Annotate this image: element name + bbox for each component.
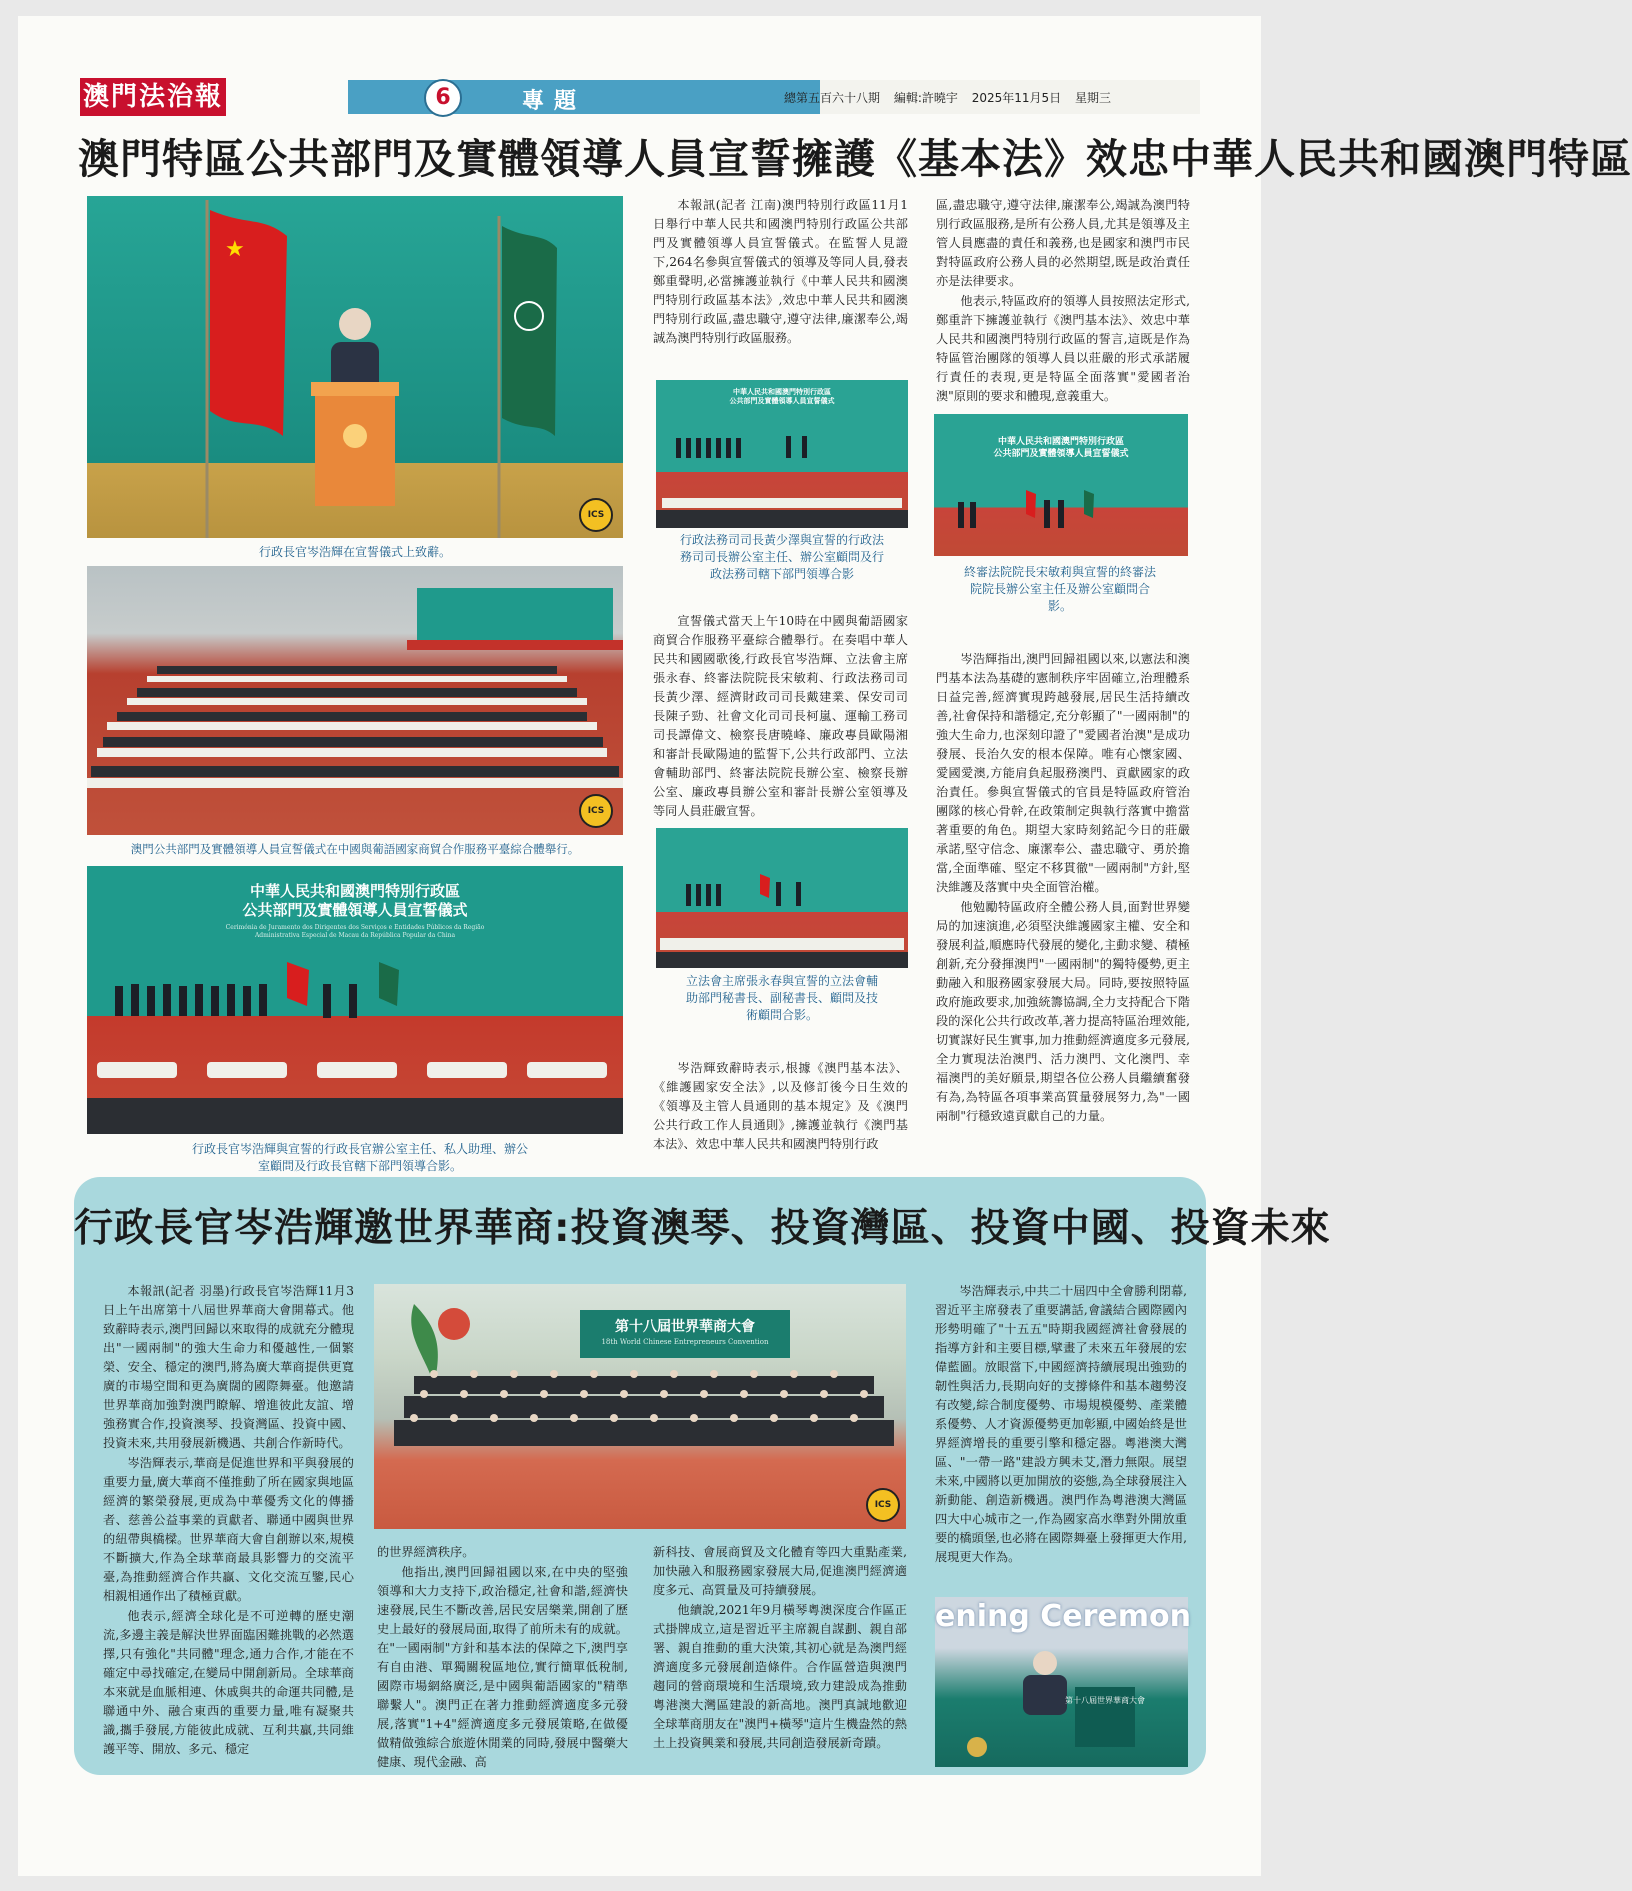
article1-paragraph: 他勉勵特區政府全體公務人員,面對世界變局的加速演進,必須堅決維護國家主權、安全和發展利益,順應時代發展的變化,主動求變、積極創新,充分發揮澳門"一國兩制"的獨特優勢,更主動融入和服務國家發展大局。同時,要按照特區政府施政要求,加強統籌協調,全力支持配合下階段的深化公共行政改革,著力提高特區治理效能,切實謀好民生實事,加力推動經濟適度多元發展,全力實現法治澳門、活力澳門、文化澳門、幸福澳門的美好願景,期望各位公務人員繼續奮發有為,為特區各項事業高質量發展努力,為"一國兩制"行穩致遠貢獻自己的力量。: [936, 900, 1190, 1123]
article2-paragraph: 岑浩輝表示,華商是促進世界和平與發展的重要力量,廣大華商不僅推動了所在國家與地區經濟的繁榮發展,更成為中華優秀文化的傳播者、慈善公益事業的貢獻者、聯通中國與世界的紐帶與橋樑。世界華商大會自創辦以來,規模不斷擴大,作為全球華商最具影響力的交流平臺,為推動經濟合作共贏、文化交流互鑒,民心相親相通作出了積極貢獻。: [103, 1456, 354, 1603]
photo-opening-ceremony: [935, 1597, 1191, 1767]
article1-column-right: [936, 196, 1190, 407]
caption-hall-wide: 澳門公共部門及實體領導人員宣誓儀式在中國與葡語國家商貿合作服務平臺綜合體舉行。: [130, 842, 580, 856]
issue-weekday: 星期三: [1075, 91, 1112, 105]
photo-secretary-justice-group: [656, 380, 908, 528]
issue-number: 總第五百六十八期: [784, 91, 881, 105]
caption-legislative-president: 立法會主席張永春與宣誓的立法會輔助部門秘書長、副秘書長、顧問及技術顧問合影。: [686, 974, 879, 1022]
article2-paragraph: 本報訊(記者 羽墨)行政長官岑浩輝11月3日上午出席第十八屆世界華商大會開幕式。他致辭時表示,澳門回歸以來取得的成就充分體現出"一國兩制"的強大生命力和優越性,一個繁榮、安全、穩定的澳門,將為廣大華商提供更寬廣的市場空間和更為廣闊的國際舞臺。他邀請世界華商加強對澳門瞭解、增進彼此友誼、增強務實合作,投資澳琴、投資灣區、投資中國、投資未來,共用發展新機遇、共創合作新時代。: [103, 1284, 354, 1450]
article2-paragraph: 岑浩輝表示,中共二十屆四中全會勝利閉幕,習近平主席發表了重要講話,會議結合國際國內形勢明確了"十五五"時期我國經濟社會發展的指導方針和主要目標,擘畫了未來五年發展的宏偉藍圖。放眼當下,中國經濟持續展現出強勁的韌性與活力,長期向好的支撐條件和基本趨勢沒有改變,綜合制度優勢、市場規模優勢、產業體系優勢、人才資源優勢更加彰顯,中國始終是世界經濟增長的重要引擎和穩定器。粵港澳大灣區、"一帶一路"建設方興未艾,潛力無限。展望未來,中國將以更加開放的姿態,為全球發展注入新動能、創造新機遇。澳門作為粵港澳大灣區四大中心城市之一,作為國家高水準對外開放重要的橋頭堡,也必將在國際舞臺上發揮更大作用,展現更大作為。: [935, 1284, 1187, 1564]
editor-name: 編輯:許曉宇: [893, 91, 958, 105]
section-title: 專題: [522, 89, 587, 114]
article2-column-left: [103, 1282, 354, 1760]
caption-ce-office-group: 行政長官岑浩輝與宣誓的行政長官辦公室主任、私人助理、辦公室顧問及行政長官轄下部門領導合影。: [191, 1142, 528, 1173]
article2-paragraph: 他指出,澳門回歸祖國以來,在中央的堅強領導和大力支持下,政治穩定,社會和諧,經濟快速發展,民生不斷改善,居民安居樂業,開創了歷史上最好的發展局面,取得了前所未有的成就。在"一國兩制"方針和基本法的保障之下,澳門享有自由港、單獨關稅區地位,實行簡單低稅制,國際市場網絡廣泛,是中國與葡語國家的"精準聯繫人"。澳門正在著力推動經濟適度多元發展,落實"1+4"經濟適度多元發展策略,在做優做精做強綜合旅遊休閒業的同時,發展中醫藥大健康、現代金融、高: [377, 1565, 628, 1769]
article2-column-right: [935, 1282, 1187, 1568]
stage-banner-subtitle: Cerimónia de Juramento dos Dirigentes dos Serviços e Entidades Públicos da Região Administrativa Especial de Macau da República Popular da China: [225, 924, 485, 939]
caption-ce-speech: 行政長官岑浩輝在宣誓儀式上致辭。: [258, 545, 451, 559]
backdrop-text: ening Ceremon: [935, 1599, 1191, 1634]
article2-paragraph: 新科技、會展商貿及文化體育等四大重點產業,加快融入和服務國家發展大局,促進澳門經濟適度多元、高質量及可持續發展。: [653, 1545, 907, 1597]
stage-banner: 中華人民共和國澳門特別行政區 公共部門及實體領導人員宣誓儀式: [242, 882, 468, 919]
article1-paragraph: 岑浩輝致辭時表示,根據《澳門基本法》、《維護國家安全法》,以及修訂後今日生效的《領導及主管人員通則的基本規定》及《澳門公共行政工作人員通則》,擁護並執行《澳門基本法》、效忠中華人民共和國澳門特別行政: [653, 1061, 908, 1151]
article1-paragraph: 他表示,特區政府的領導人員按照法定形式,鄭重許下擁護並執行《澳門基本法》、效忠中華人民共和國澳門特別行政區的誓言,這既是作為特區管治團隊的領導人員以莊嚴的形式承諾履行責任的表現,更是特區全面落實"愛國者治澳"原則的要求和體現,意義重大。: [936, 294, 1190, 403]
caption-secretary-justice: 行政法務司司長黃少澤與宣誓的行政法務司司長辦公室主任、辦公室顧問及行政法務司轄下部門領導合影: [679, 533, 884, 581]
article2-paragraph: 他續說,2021年9月橫琴粵澳深度合作區正式掛牌成立,這是習近平主席親自謀劃、親自部署、親自推動的重大決策,其初心就是為澳門經濟適度多元發展創造條件。合作區營造與澳門趨同的營商環境和生活環境,致力建設成為推動粵港澳大灣區建設的新高地。澳門真誠地歡迎全球華商朋友在"澳門+橫琴"這片生機盎然的熱土上投資興業和發展,共同創造發展新奇蹟。: [653, 1603, 907, 1750]
article2-paragraph: 他表示,經濟全球化是不可逆轉的歷史潮流,多邊主義是解決世界面臨困難挑戰的必然選擇,只有強化"共同體"理念,通力合作,才能在不確定中尋找確定,在變局中開創新局。全球華商本來就是血脈相連、休戚與共的命運共同體,是聯通中外、融合東西的重要力量,唯有凝聚共識,攜手發展,方能彼此成就、互利共贏,共同維護平等、開放、多元、穩定: [103, 1609, 354, 1756]
photo-wcec-group: [374, 1284, 906, 1529]
masthead-logo: 澳門法治報: [80, 78, 226, 116]
photo-credit-logo: ICS: [579, 498, 613, 532]
photo-ce-speech: [87, 196, 623, 538]
photo-ce-office-group: [87, 866, 623, 1134]
article1-column-mid-3: [653, 1059, 908, 1155]
photo-credit-logo: ICS: [866, 1488, 900, 1522]
svg-text:★: ★: [225, 237, 245, 262]
article2-column-mid: [377, 1543, 628, 1773]
article1-paragraph: 區,盡忠職守,遵守法律,廉潔奉公,竭誠為澳門特別行政區服務,是所有公務人員,尤其是領導及主管人員應盡的責任和義務,也是國家和澳門市民對特區政府公務人員的必然期望,既是政治責任亦是法律要求。: [936, 198, 1190, 288]
issue-date: 2025年11月5日: [971, 91, 1062, 105]
article1-column-mid: [653, 196, 908, 349]
article2-headline: 行政長官岑浩輝邀世界華商:投資澳琴、投資灣區、投資中國、投資未來: [74, 1206, 1331, 1251]
article1-column-right-2: [936, 650, 1190, 1127]
article1-paragraph: 岑浩輝指出,澳門回歸祖國以來,以憲法和澳門基本法為基礎的憲制秩序牢固確立,治理體系日益完善,經濟實現跨越發展,居民生活持續改善,社會保持和諧穩定,充分彰顯了"一國兩制"的強大生命力,也深刻印證了"愛國者治澳"是成功發展、長治久安的根本保障。唯有心懷家國、愛國愛澳,方能肩負起服務澳門、貢獻國家的政治責任。參與宣誓儀式的官員是特區政府管治團隊的核心骨幹,在政策制定與執行落實中擔當著重要的角色。期望大家時刻銘記今日的莊嚴承諾,堅守信念、廉潔奉公、盡忠職守、勇於擔當,全面準確、堅定不移貫徹"一國兩制"方針,堅決維護及落實中央全面管治權。: [936, 652, 1190, 894]
stage-banner-subtitle: 18th World Chinese Entrepreneurs Convention: [601, 1338, 769, 1346]
article1-paragraph: 宣誓儀式當天上午10時在中國與葡語國家商貿合作服務平臺綜合體舉行。在奏唱中華人民共和國國歌後,行政長官岑浩輝、立法會主席張永春、終審法院院長宋敏莉、行政法務司司長黃少澤、經濟財政司司長戴建業、保安司司長陳子勁、社會文化司司長柯嵐、運輸工務司司長譚偉文、檢察長唐曉峰、廉政專員歐陽湘和審計長歐陽迪的監誓下,公共行政部門、立法會輔助部門、終審法院院長辦公室、檢察長辦公室、廉政專員辦公室和審計長辦公室領導及等同人員莊嚴宣誓。: [653, 614, 908, 818]
article2-column-mid-2: [653, 1543, 907, 1754]
photo-legislative-president-group: [656, 828, 908, 968]
photo-court-president-group: [934, 414, 1188, 556]
article1-headline: 澳門特區公共部門及實體領導人員宣誓擁護《基本法》效忠中華人民共和國澳門特區: [78, 135, 1632, 183]
article1-paragraph: 本報訊(記者 江南)澳門特別行政區11月1日舉行中華人民共和國澳門特別行政區公共部門及實體領導人員宣誓儀式。在監誓人見證下,264名參與宣誓儀式的領導及等同人員,發表鄭重聲明,必當擁護並執行《中華人民共和國澳門特別行政區基本法》,效忠中華人民共和國澳門特別行政區,盡忠職守,遵守法律,廉潔奉公,竭誠為澳門特別行政區服務。: [653, 198, 908, 345]
page-number: 6: [424, 79, 462, 117]
article2-paragraph: 的世界經濟秩序。: [377, 1545, 475, 1559]
stage-banner: 第十八屆世界華商大會: [615, 1319, 755, 1335]
photo-hall-wide: [87, 566, 623, 835]
issue-info: [784, 89, 1121, 106]
photo-credit-logo: ICS: [579, 794, 613, 828]
stage-banner: 中華人民共和國澳門特別行政區 公共部門及實體領導人員宣誓儀式: [729, 388, 835, 405]
stage-banner: 中華人民共和國澳門特別行政區 公共部門及實體領導人員宣誓儀式: [993, 437, 1129, 459]
podium-banner: 第十八屆世界華商大會: [1065, 1696, 1145, 1705]
article1-column-mid-2: [653, 612, 908, 822]
caption-court-president: 終審法院院長宋敏莉與宣誓的終審法院院長辦公室主任及辦公室顧問合影。: [963, 565, 1156, 613]
